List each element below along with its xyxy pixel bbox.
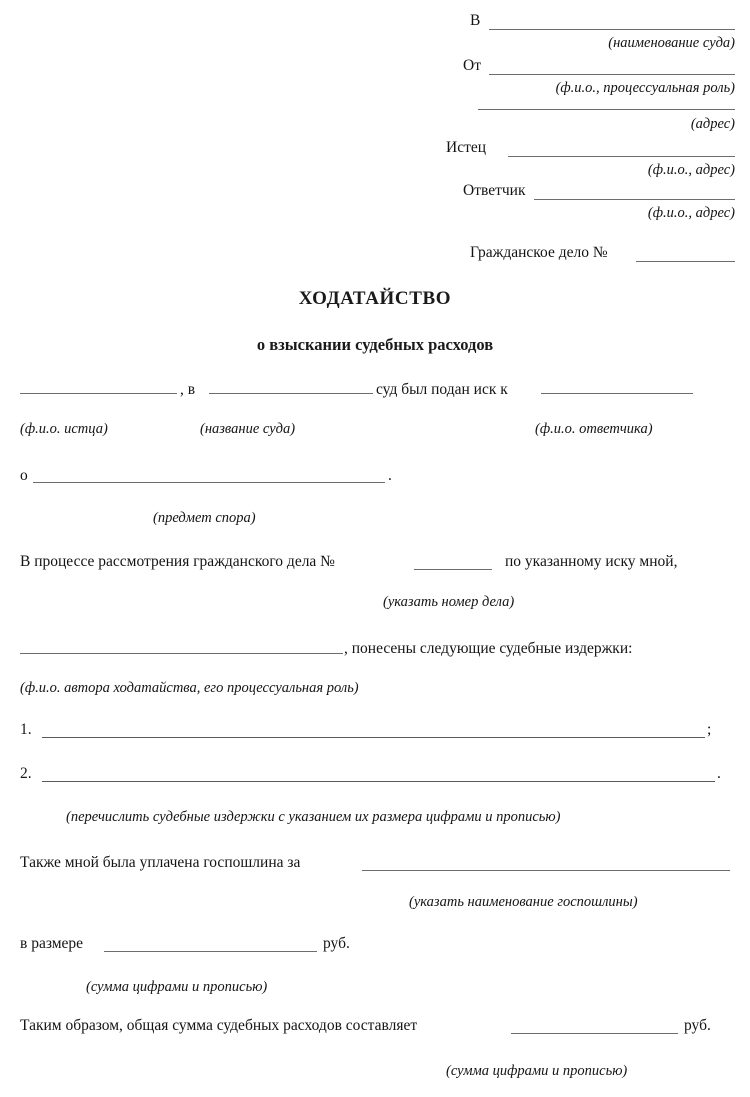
list-item-terminator: . xyxy=(717,765,721,782)
applicant-name-blank[interactable] xyxy=(20,653,343,654)
defendant-blank[interactable] xyxy=(534,199,735,200)
defendant-label: Ответчик xyxy=(463,182,526,199)
applicant-from-blank[interactable] xyxy=(489,74,735,75)
state-duty-text-before: Также мной была уплачена госпошлина за xyxy=(20,854,301,871)
page-title: ХОДАТАЙСТВО xyxy=(298,288,452,309)
total-caption: (сумма цифрами и прописью) xyxy=(446,1063,628,1079)
plaintiff-label: Истец xyxy=(446,139,487,156)
state-duty-amount-blank[interactable] xyxy=(104,951,317,952)
state-duty-caption: (указать наименование госпошлины) xyxy=(409,894,638,910)
applicant-address-caption: (адрес) xyxy=(690,116,735,132)
list-item-number: 2. xyxy=(20,765,32,782)
total-amount-blank[interactable] xyxy=(511,1033,678,1034)
total-text-before: Таким образом, общая сумма судебных расходов составляет xyxy=(20,1017,418,1034)
case-review-text-after: по указанному иску мной, xyxy=(505,553,678,570)
plaintiff-blank[interactable] xyxy=(508,156,735,157)
expenses-list-caption: (перечислить судебные издержки с указанием их размера цифрами и прописью) xyxy=(66,809,561,825)
court-to-blank[interactable] xyxy=(489,29,735,30)
case-review-number-blank[interactable] xyxy=(414,569,492,570)
court-name-blank[interactable] xyxy=(209,393,373,394)
intro-caption-plaintiff: (ф.и.о. истца) xyxy=(20,421,108,437)
applicant-from-label: От xyxy=(463,57,481,74)
intro-caption-defendant: (ф.и.о. ответчика) xyxy=(535,421,653,437)
list-item-blank[interactable] xyxy=(42,781,715,782)
list-item-terminator: ; xyxy=(707,721,712,738)
case-review-caption: (указать номер дела) xyxy=(383,594,515,610)
state-duty-currency: руб. xyxy=(323,935,350,952)
intro-comma-v: , в xyxy=(180,381,196,398)
total-currency: руб. xyxy=(684,1017,711,1034)
state-duty-amount-label: в размере xyxy=(20,935,84,952)
applicant-from-caption: (ф.и.о., процессуальная роль) xyxy=(555,80,735,96)
plaintiff-name-blank[interactable] xyxy=(20,393,177,394)
list-item-blank[interactable] xyxy=(42,737,705,738)
state-duty-name-blank[interactable] xyxy=(362,870,730,871)
list-item-number: 1. xyxy=(20,721,32,738)
intro-caption-court: (название суда) xyxy=(200,421,296,437)
expenses-intro-caption: (ф.и.о. автора ходатайства, его процессуальная роль) xyxy=(20,680,359,696)
defendant-name-blank[interactable] xyxy=(541,393,693,394)
case-number-label: Гражданское дело № xyxy=(470,244,608,261)
intro-suit-text: суд был подан иск к xyxy=(376,381,508,398)
page-subtitle: о взыскании судебных расходов xyxy=(256,335,494,354)
court-to-label: В xyxy=(470,12,481,29)
subject-caption: (предмет спора) xyxy=(153,510,256,526)
case-number-blank[interactable] xyxy=(636,261,735,262)
case-review-text-before: В процессе рассмотрения гражданского дела № xyxy=(20,553,335,570)
defendant-caption: (ф.и.о., адрес) xyxy=(647,205,735,221)
applicant-address-blank[interactable] xyxy=(478,109,735,110)
subject-period: . xyxy=(388,467,392,484)
subject-prefix: о xyxy=(20,467,28,484)
state-duty-amount-caption: (сумма цифрами и прописью) xyxy=(86,979,268,995)
plaintiff-caption: (ф.и.о., адрес) xyxy=(647,162,735,178)
subject-blank[interactable] xyxy=(33,482,385,483)
expenses-intro-text: , понесены следующие судебные издержки: xyxy=(344,640,633,657)
court-to-caption: (наименование суда) xyxy=(608,35,735,51)
